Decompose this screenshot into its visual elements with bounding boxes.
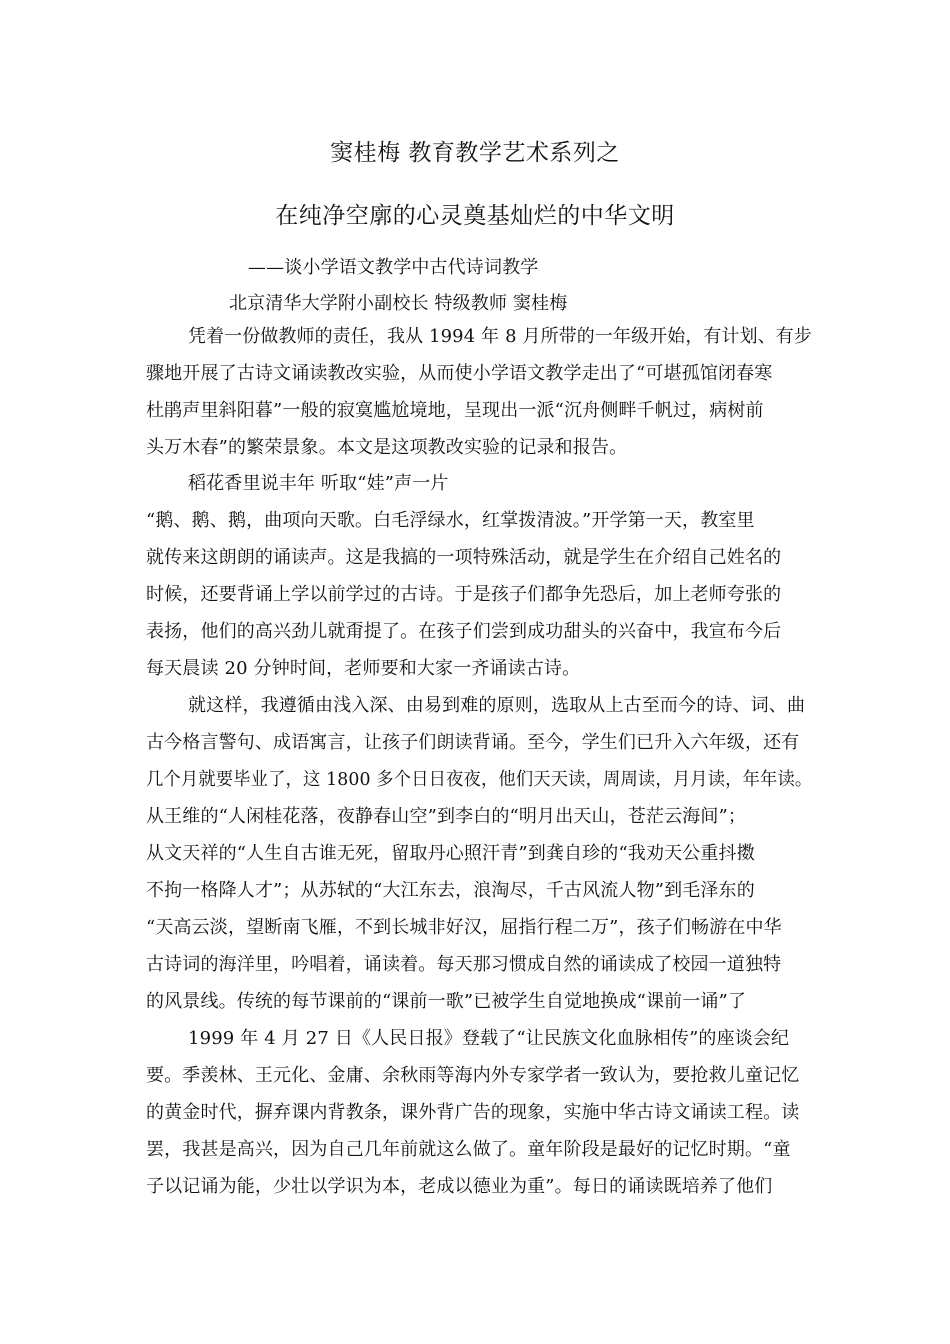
body-line-2: 骤地开展了古诗文诵读教改实验，从而使小学语文教学走出了“可堪孤馆闭春寒 — [146, 363, 773, 384]
body-line-3: 杜鹃声里斜阳暮”一般的寂寞尴尬境地，呈现出一派“沉舟侧畔千帆过，病树前 — [146, 400, 764, 421]
body-line-23: 罢，我甚是高兴，因为自己几年前就这么做了。童年阶段是最好的记忆时期。“童 — [146, 1139, 791, 1160]
body-line-9: 表扬，他们的高兴劲儿就甭提了。在孩子们尝到成功甜头的兴奋中，我宣布今后 — [146, 621, 782, 642]
body-line-6: “鹅、鹅、鹅，曲项向天歌。白毛浮绿水，红掌拨清波。”开学第一天，教室里 — [146, 510, 755, 531]
body-line-12: 古今格言警句、成语寓言，让孩子们朗读背诵。至今，学生们已升入六年级，还有 — [146, 732, 800, 753]
body-line-4: 头万木春”的繁荣景象。本文是这项教改实验的记录和报告。 — [146, 437, 628, 458]
body-line-19: 的风景线。传统的每节课前的“课前一歌”已被学生自觉地换成“课前一诵”了 — [146, 991, 747, 1012]
body-line-11: 就这样，我遵循由浅入深、由易到难的原则，选取从上古至而今的诗、词、曲 — [188, 695, 806, 716]
body-line-18: 古诗词的海洋里，吟唱着，诵读着。每天那习惯成自然的诵读成了校园一道独特 — [146, 954, 782, 975]
body-line-8: 时候，还要背诵上学以前学过的古诗。于是孩子们都争先恐后，加上老师夸张的 — [146, 584, 782, 605]
document-author: 北京清华大学附小副校长 特级教师 窦桂梅 — [229, 293, 568, 314]
body-line-7: 就传来这朗朗的诵读声。这是我搞的一项特殊活动，就是学生在介绍自己姓名的 — [146, 547, 782, 568]
body-line-20: 1999 年 4 月 27 日《人民日报》登载了“让民族文化血脉相传”的座谈会纪 — [188, 1028, 790, 1049]
body-line-16: 不拘一格降人才”；从苏轼的“大江东去，浪淘尽，千古风流人物”到毛泽东的 — [146, 880, 755, 901]
document-subtitle: ——谈小学语文教学中古代诗词教学 — [248, 257, 539, 278]
body-line-15: 从文天祥的“人生自古谁无死，留取丹心照汗青”到龚自珍的“我劝天公重抖擞 — [146, 843, 755, 864]
body-line-10: 每天晨读 20 分钟时间，老师要和大家一齐诵读古诗。 — [146, 658, 581, 679]
body-line-14: 从王维的“人闲桂花落，夜静春山空”到李白的“明月出天山，苍茫云海间”； — [146, 806, 747, 827]
body-line-24: 子以记诵为能，少壮以学识为本，老成以德业为重”。每日的诵读既培养了他们 — [146, 1176, 773, 1197]
body-line-22: 的黄金时代，摒弃课内背教条，课外背广告的现象，实施中华古诗文诵读工程。读 — [146, 1102, 800, 1123]
body-line-1: 凭着一份做教师的责任，我从 1994 年 8 月所带的一年级开始，有计划、有步 — [188, 326, 812, 347]
document-title-series: 窦桂梅 教育教学艺术系列之 — [330, 140, 620, 166]
body-line-17: “天高云淡，望断南飞雁，不到长城非好汉，屈指行程二万”，孩子们畅游在中华 — [146, 917, 782, 938]
body-line-13: 几个月就要毕业了，这 1800 多个日日夜夜，他们天天读，周周读，月月读，年年读。 — [146, 769, 813, 790]
section-heading: 稻花香里说丰年 听取“娃”声一片 — [188, 473, 449, 494]
document-title-main: 在纯净空廓的心灵奠基灿烂的中华文明 — [275, 203, 675, 229]
body-line-21: 要。季羡林、王元化、金庸、余秋雨等海内外专家学者一致认为，要抢救儿童记忆 — [146, 1065, 800, 1086]
